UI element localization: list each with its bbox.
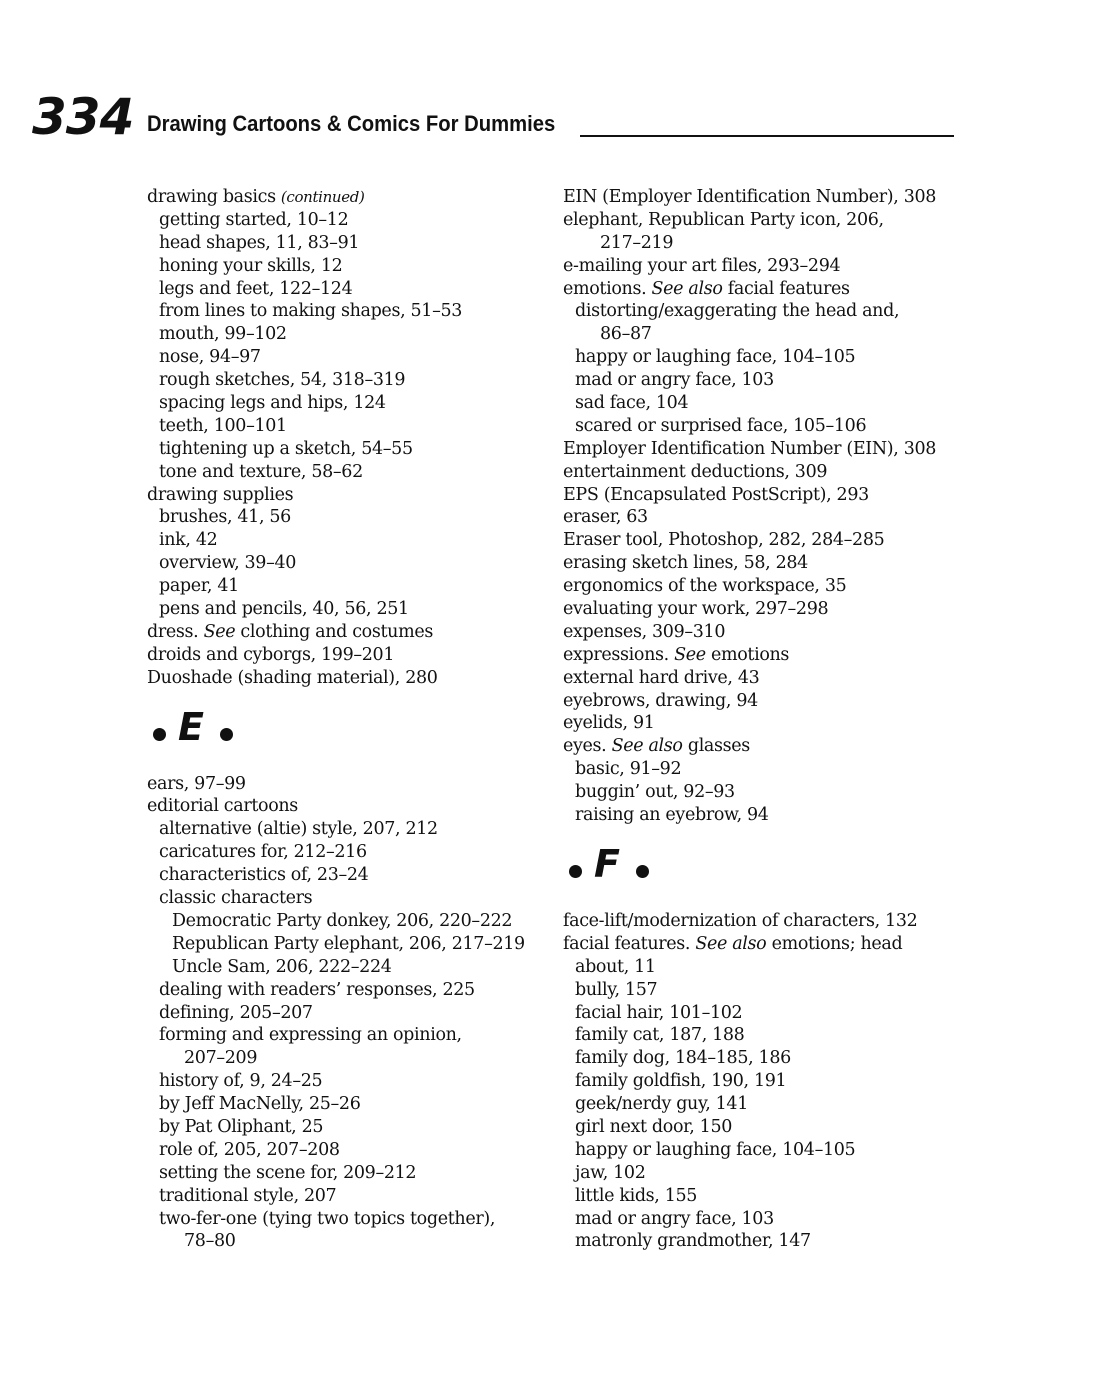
index-entry [563, 598, 983, 621]
entry-text: external hard drive, 43 [563, 667, 760, 688]
index-entry [563, 552, 983, 575]
entry-text: by Pat Oliphant, 25 [159, 1116, 324, 1137]
index-entry [563, 438, 983, 461]
index-entry [563, 690, 983, 713]
entry-text: glasses [682, 736, 750, 757]
entry-text: droids and cyborgs, 199–201 [147, 644, 395, 665]
index-entry [563, 1070, 983, 1093]
entry-text: dealing with readers’ responses, 225 [159, 979, 475, 1000]
index-entry [563, 300, 983, 323]
index-entry [147, 1024, 547, 1047]
index-entry [147, 1185, 547, 1208]
continued-label: (continued) [280, 188, 365, 206]
index-entry [147, 461, 547, 484]
entry-text: role of, 205, 207–208 [159, 1139, 340, 1160]
index-entry [563, 1047, 983, 1070]
index-entry [563, 1230, 983, 1253]
entry-text: caricatures for, 212–216 [159, 842, 367, 863]
index-entry [563, 933, 983, 956]
index-entry [147, 598, 547, 621]
index-entry [147, 369, 547, 392]
index-entry [147, 278, 547, 301]
entry-text: buggin’ out, 92–93 [575, 782, 735, 803]
entry-text: expenses, 309–310 [563, 621, 726, 642]
entry-text: geek/nerdy guy, 141 [575, 1094, 748, 1115]
index-entry [563, 1139, 983, 1162]
index-entry [147, 575, 547, 598]
index-entry [147, 979, 547, 1002]
bullet-icon [220, 728, 233, 741]
entry-text: evaluating your work, 297–298 [563, 599, 829, 620]
entry-text: by Jeff MacNelly, 25–26 [159, 1094, 361, 1115]
cross-reference-label: See also [611, 736, 683, 757]
index-entry [563, 1093, 983, 1116]
index-entry [147, 1002, 547, 1025]
entry-text: rough sketches, 54, 318–319 [159, 370, 406, 391]
letter-heading-e [147, 706, 547, 766]
entry-text: emotions; head [766, 933, 903, 954]
entry-text: from lines to making shapes, 51–53 [159, 301, 463, 322]
index-entry [147, 956, 547, 979]
index-entry [563, 910, 983, 933]
entry-text: happy or laughing face, 104–105 [575, 347, 856, 368]
entry-text: face-lift/modernization of characters, 132 [563, 910, 918, 931]
entry-text: Employer Identification Number (EIN), 308 [563, 438, 937, 459]
entry-text: 207–209 [184, 1048, 258, 1069]
index-entry [563, 979, 983, 1002]
entry-text: classic characters [159, 888, 313, 909]
index-entry [147, 1162, 547, 1185]
entry-text: defining, 205–207 [159, 1002, 313, 1023]
entry-text: emotions. [563, 278, 652, 299]
index-entry [147, 209, 547, 232]
index-entry [147, 186, 547, 209]
running-head: Drawing Cartoons & Comics For Dummies [147, 111, 556, 136]
entry-text: basic, 91–92 [575, 759, 682, 780]
entry-text: brushes, 41, 56 [159, 507, 291, 528]
entry-text: drawing basics [147, 187, 281, 207]
entry-text: two-fer-one (tying two topics together), [159, 1208, 496, 1229]
index-entry [147, 644, 547, 667]
entry-text: dress. [147, 621, 204, 642]
index-entry [147, 346, 547, 369]
index-entry [147, 1047, 547, 1070]
entry-text: eyebrows, drawing, 94 [563, 690, 758, 711]
index-entry [563, 667, 983, 690]
index-entry [563, 621, 983, 644]
index-entry [563, 1162, 983, 1185]
entry-text: 217–219 [600, 232, 674, 253]
index-entry [563, 255, 983, 278]
entry-text: expressions. [563, 644, 675, 665]
entry-text: clothing and costumes [235, 621, 433, 642]
index-entry [563, 278, 983, 301]
entry-text: forming and expressing an opinion, [159, 1025, 462, 1046]
index-entry [563, 781, 983, 804]
index-entry [563, 346, 983, 369]
entry-text: bully, 157 [575, 979, 658, 1000]
index-entry [147, 1116, 547, 1139]
entry-text: elephant, Republican Party icon, 206, [563, 209, 884, 230]
index-entry [147, 1208, 547, 1231]
entry-text: mad or angry face, 103 [575, 1208, 774, 1229]
entry-text: characteristics of, 23–24 [159, 865, 369, 886]
entry-text: facial features. [563, 933, 696, 954]
entry-text: facial features [722, 278, 850, 299]
entry-text: jaw, 102 [575, 1162, 646, 1183]
section-letter: F [594, 841, 620, 886]
entry-text: erasing sketch lines, 58, 284 [563, 553, 808, 574]
index-entry [563, 392, 983, 415]
index-entry [563, 758, 983, 781]
index-entry [147, 933, 547, 956]
entry-text: eyes. [563, 736, 612, 757]
entry-text: nose, 94–97 [159, 347, 261, 368]
entry-text: Eraser tool, Photoshop, 282, 284–285 [563, 530, 885, 551]
bullet-icon [569, 865, 582, 878]
entry-text: paper, 41 [159, 576, 239, 597]
index-entry [147, 529, 547, 552]
index-entry [147, 392, 547, 415]
index-entry [147, 323, 547, 346]
index-entry [147, 484, 547, 507]
entry-text: traditional style, 207 [159, 1185, 337, 1206]
index-entry [147, 1139, 547, 1162]
index-column-right [563, 186, 983, 1253]
index-entry [147, 667, 547, 690]
entry-text: entertainment deductions, 309 [563, 461, 828, 482]
entry-text: 78–80 [184, 1231, 236, 1252]
entry-text: 86–87 [600, 324, 652, 345]
index-entry [147, 864, 547, 887]
index-entry [147, 552, 547, 575]
index-entry [563, 415, 983, 438]
bullet-icon [636, 865, 649, 878]
entry-text: happy or laughing face, 104–105 [575, 1139, 856, 1160]
index-column-left [147, 186, 547, 1253]
index-entry [147, 506, 547, 529]
section-letter: E [178, 704, 204, 749]
index-entry [563, 232, 983, 255]
entry-text: girl next door, 150 [575, 1116, 733, 1137]
entry-text: distorting/exaggerating the head and, [575, 301, 900, 322]
entry-text: history of, 9, 24–25 [159, 1071, 323, 1092]
index-entry [563, 575, 983, 598]
entry-text: ergonomics of the workspace, 35 [563, 576, 847, 597]
index-entry [147, 438, 547, 461]
entry-text: editorial cartoons [147, 796, 298, 817]
entry-text: teeth, 100–101 [159, 415, 287, 436]
entry-text: setting the scene for, 209–212 [159, 1162, 417, 1183]
entry-text: honing your skills, 12 [159, 255, 343, 276]
bullet-icon [153, 728, 166, 741]
cross-reference-label: See [203, 621, 236, 642]
index-entry [563, 1116, 983, 1139]
index-entry [563, 804, 983, 827]
entry-text: Uncle Sam, 206, 222–224 [172, 956, 392, 977]
entry-text: legs and feet, 122–124 [159, 278, 353, 299]
entry-text: scared or surprised face, 105–106 [575, 415, 867, 436]
index-entry [563, 712, 983, 735]
index-entry [147, 300, 547, 323]
index-entry [147, 415, 547, 438]
index-entry [563, 209, 983, 232]
entry-text: pens and pencils, 40, 56, 251 [159, 599, 409, 620]
index-entry [563, 506, 983, 529]
entry-text: little kids, 155 [575, 1185, 698, 1206]
entry-text: family goldfish, 190, 191 [575, 1071, 787, 1092]
entry-text: facial hair, 101–102 [575, 1002, 743, 1023]
entry-text: Republican Party elephant, 206, 217–219 [172, 933, 525, 954]
letter-heading-f [563, 843, 983, 903]
entry-text: tone and texture, 58–62 [159, 461, 363, 482]
entry-text: ink, 42 [159, 530, 218, 551]
entry-text: EIN (Employer Identification Number), 308 [563, 187, 937, 207]
entry-text: overview, 39–40 [159, 553, 297, 574]
index-entry [563, 1024, 983, 1047]
index-entry [147, 910, 547, 933]
cross-reference-label: See also [695, 933, 767, 954]
entry-text: ears, 97–99 [147, 773, 246, 794]
entry-text: EPS (Encapsulated PostScript), 293 [563, 484, 869, 505]
cross-reference-label: See also [651, 278, 723, 299]
entry-text: alternative (altie) style, 207, 212 [159, 819, 438, 840]
entry-text: e-mailing your art files, 293–294 [563, 255, 841, 276]
entry-text: Duoshade (shading material), 280 [147, 667, 438, 688]
entry-text: family cat, 187, 188 [575, 1025, 745, 1046]
index-entry [563, 186, 983, 209]
index-entry [563, 956, 983, 979]
index-entry [563, 529, 983, 552]
index-entry [563, 644, 983, 667]
index-entry [147, 887, 547, 910]
entry-text: family dog, 184–185, 186 [575, 1048, 791, 1069]
header-rule [580, 135, 954, 137]
cross-reference-label: See [674, 644, 706, 665]
entry-text: tightening up a sketch, 54–55 [159, 438, 413, 459]
index-entry [147, 255, 547, 278]
index-entry [147, 621, 547, 644]
index-entry [147, 795, 547, 818]
index-entry [147, 1230, 547, 1253]
entry-text: matronly grandmother, 147 [575, 1231, 811, 1252]
entry-text: head shapes, 11, 83–91 [159, 232, 360, 253]
entry-text: spacing legs and hips, 124 [159, 393, 386, 414]
index-entry [147, 232, 547, 255]
entry-text: drawing supplies [147, 484, 294, 505]
entry-text: emotions [705, 644, 790, 665]
index-entry [563, 1002, 983, 1025]
entry-text: sad face, 104 [575, 393, 689, 414]
entry-text: Democratic Party donkey, 206, 220–222 [172, 910, 513, 931]
index-entry [147, 1093, 547, 1116]
index-entry [563, 323, 983, 346]
index-entry [147, 1070, 547, 1093]
index-entry [563, 369, 983, 392]
index-entry [147, 773, 547, 796]
entry-text: about, 11 [575, 956, 656, 977]
entry-text: mouth, 99–102 [159, 324, 287, 345]
index-entry [563, 735, 983, 758]
entry-text: eraser, 63 [563, 507, 648, 528]
index-entry [563, 484, 983, 507]
entry-text: eyelids, 91 [563, 713, 655, 734]
index-entry [147, 841, 547, 864]
page-number: 334 [32, 88, 134, 146]
index-entry [563, 1185, 983, 1208]
index-entry [563, 1208, 983, 1231]
entry-text: raising an eyebrow, 94 [575, 805, 769, 826]
index-entry [147, 818, 547, 841]
entry-text: getting started, 10–12 [159, 209, 349, 230]
entry-text: mad or angry face, 103 [575, 370, 774, 391]
index-entry [563, 461, 983, 484]
